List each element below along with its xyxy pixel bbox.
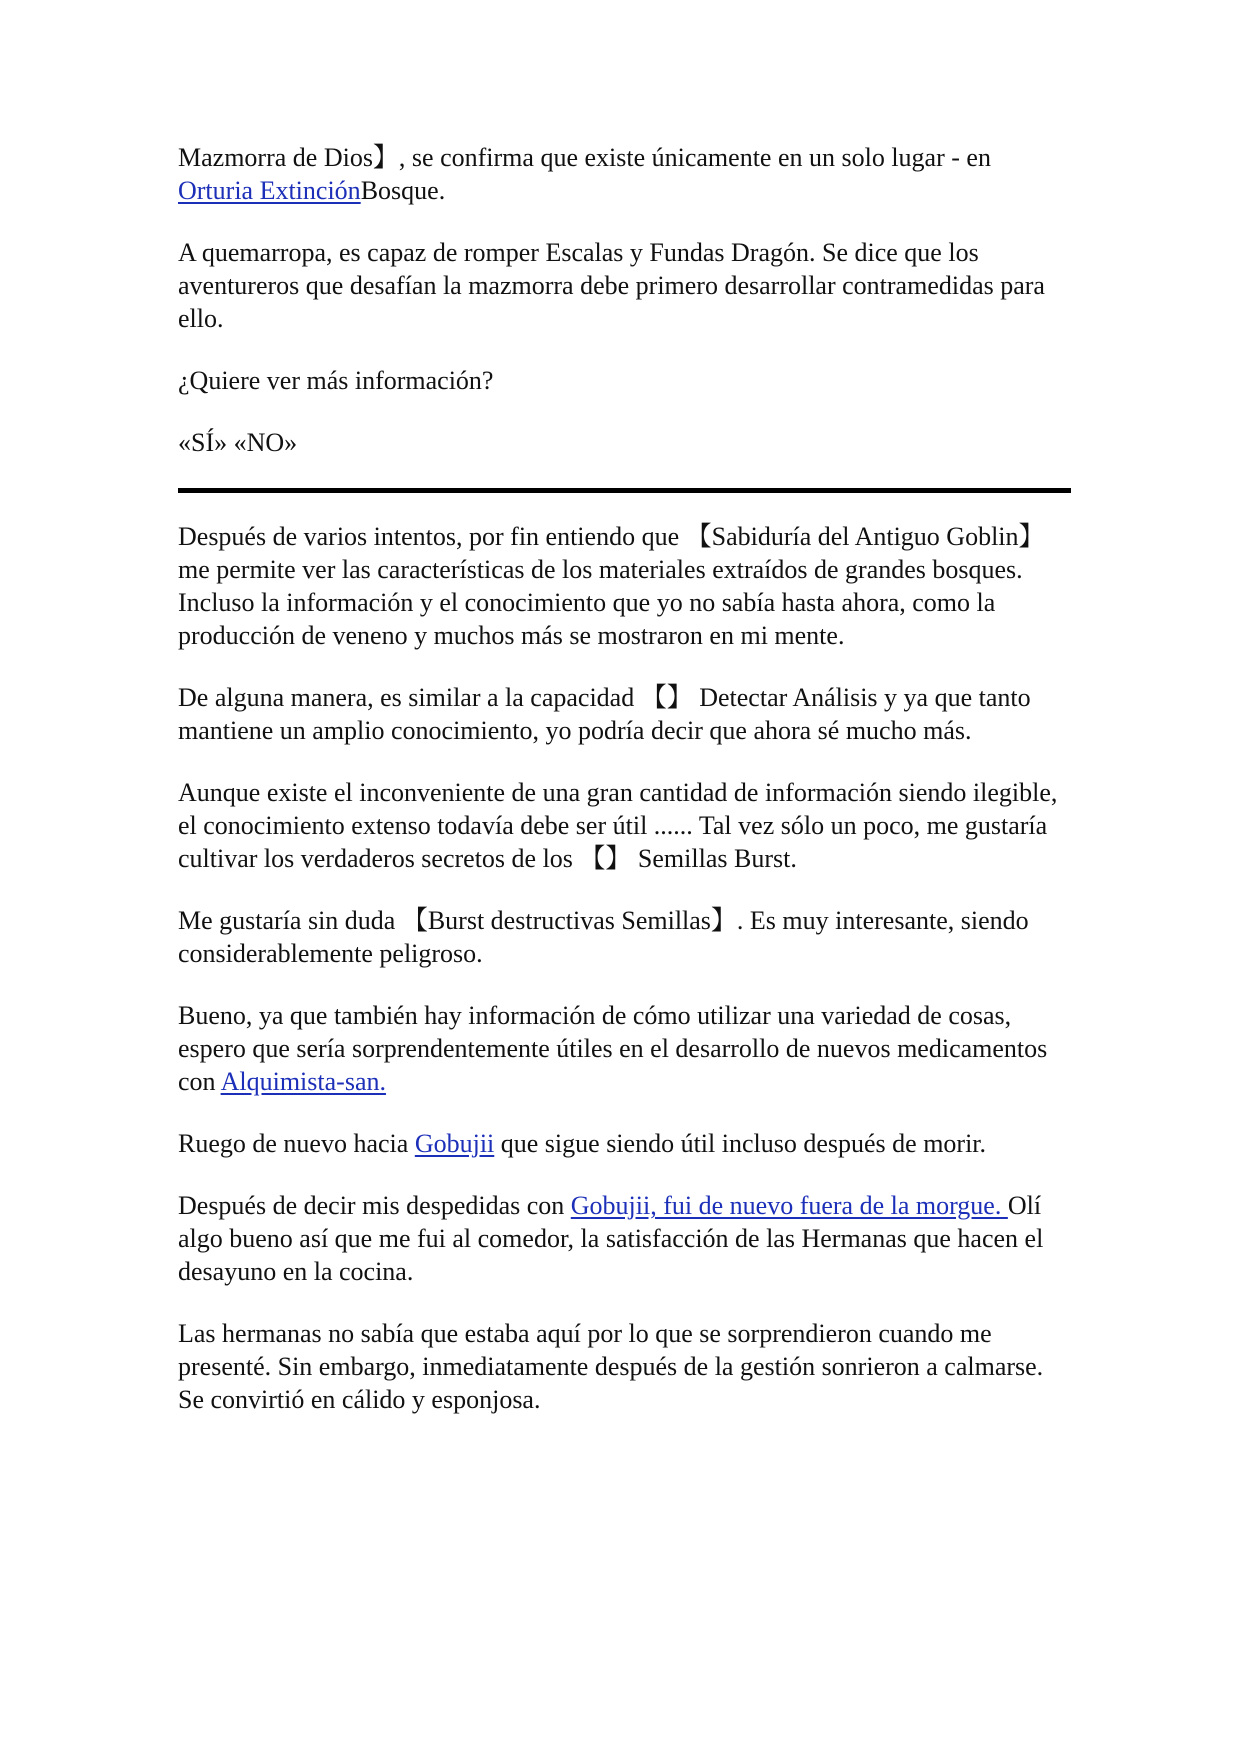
paragraph xyxy=(178,776,1071,875)
paragraph-text: Después de varios intentos, por fin entiendo que 【Sabiduría del Antiguo Goblin】 me permite ver las características de los materiales extraídos de grandes bosques. Incluso la información y el conocimiento que yo no sabía hasta ahora, como la producción de veneno y muchos más se mostraron en mi mente. xyxy=(178,522,1045,650)
question-text xyxy=(178,364,1071,397)
paragraph-text: que sigue siendo útil incluso después de morir. xyxy=(494,1129,987,1158)
paragraph xyxy=(178,1317,1071,1416)
yes-no-options xyxy=(178,426,1071,459)
paragraph-text: Mazmorra de Dios】, se confirma que existe únicamente en un solo lugar - en xyxy=(178,143,991,172)
link-gobujii-morgue[interactable]: Gobujii, fui de nuevo fuera de la morgue. xyxy=(570,1191,1008,1220)
paragraph-text: Bueno, ya que también hay información de cómo utilizar una variedad de cosas, espero que sería sorprendentemente útiles en el desarrollo de nuevos medicamentos con xyxy=(178,1001,1048,1096)
paragraph-text: Ruego de nuevo hacia xyxy=(178,1129,415,1158)
paragraph xyxy=(178,681,1071,747)
paragraph xyxy=(178,999,1071,1098)
paragraph-text: A quemarropa, es capaz de romper Escalas y Fundas Dragón. Se dice que los aventureros que desafían la mazmorra debe primero desarrollar contramedidas para ello. xyxy=(178,238,1045,333)
paragraph-text: Aunque existe el inconveniente de una gran cantidad de información siendo ilegible, el conocimiento extenso todavía debe ser útil ...... Tal vez sólo un poco, me gustaría cultivar los verdaderos secretos de los 【】 Semillas Burst. xyxy=(178,778,1058,873)
paragraph xyxy=(178,1127,1071,1160)
paragraph-text: Me gustaría sin duda 【Burst destructivas Semillas】. Es muy interesante, siendo considerablemente peligroso. xyxy=(178,906,1029,968)
document-page xyxy=(178,141,1071,1445)
section-divider xyxy=(178,488,1071,493)
paragraph-text: Las hermanas no sabía que estaba aquí por lo que se sorprendieron cuando me presenté. Sin embargo, inmediatamente después de la gestión sonrieron a calmarse. Se convirtió en cálido y esponjosa. xyxy=(178,1319,1044,1414)
paragraph-text: Olí algo bueno así que me fui al comedor, la satisfacción de las Hermanas que hacen el desayuno en la cocina. xyxy=(178,1191,1044,1286)
paragraph-text: Bosque. xyxy=(360,176,446,205)
link-gobujii[interactable]: Gobujii xyxy=(414,1129,495,1158)
paragraph xyxy=(178,1189,1071,1288)
paragraph xyxy=(178,904,1071,970)
paragraph xyxy=(178,520,1071,652)
link-alquimista-san[interactable]: Alquimista-san. xyxy=(220,1067,386,1096)
paragraph xyxy=(178,141,1071,207)
paragraph-text: ¿Quiere ver más información? xyxy=(178,366,494,395)
paragraph xyxy=(178,236,1071,335)
paragraph-text: «SÍ» «NO» xyxy=(178,428,298,457)
paragraph-text: Después de decir mis despedidas con xyxy=(178,1191,571,1220)
link-orturia-extincion[interactable]: Orturia Extinción xyxy=(178,176,361,205)
paragraph-text: De alguna manera, es similar a la capacidad 【】 Detectar Análisis y ya que tanto mantiene un amplio conocimiento, yo podría decir que ahora sé mucho más. xyxy=(178,683,1031,745)
